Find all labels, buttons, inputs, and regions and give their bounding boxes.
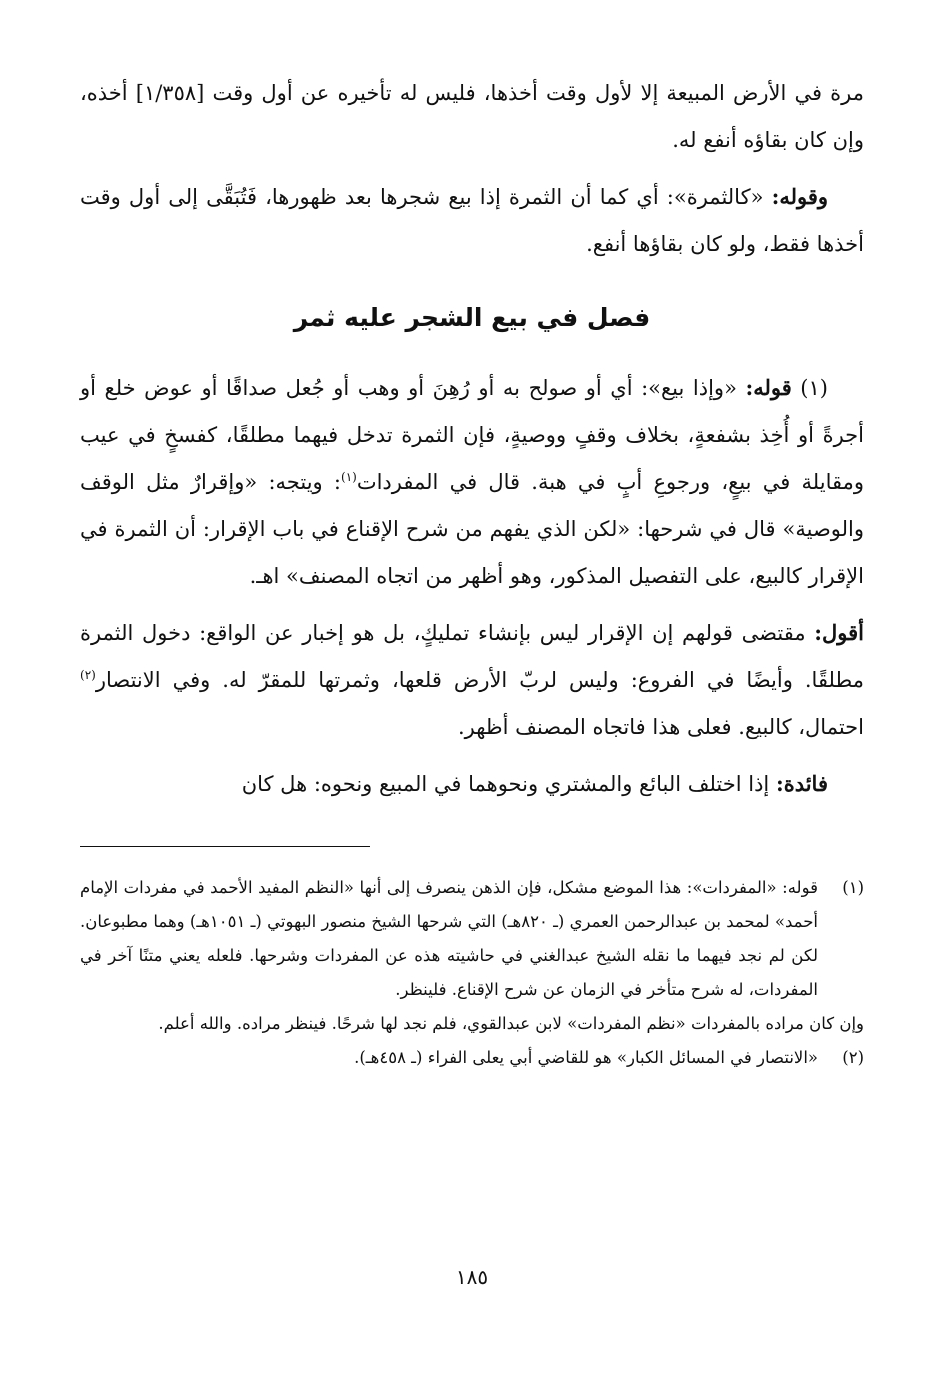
paragraph-commentary [80,609,864,751]
paragraph-label: وقوله: [771,184,828,209]
book-page [80,70,864,1370]
footnote [80,871,864,1041]
paragraph-label: فائدة: [775,771,828,796]
main-text [80,70,864,808]
footnote-number: (٢) [842,1048,864,1067]
footnote-ref: (١) [341,470,357,484]
footnote-body [80,871,864,1041]
footnote-body [80,1041,818,1075]
paragraph-label: أقول: [814,620,864,645]
paragraph-text: مرة في الأرض المبيعة إلا لأول وقت أخذها، فليس له تأخيره عن أول وقت [١/٣٥٨] أخذه، وإن كان بقاؤه أنفع له. [80,81,864,152]
paragraph-commentary [80,364,864,600]
paragraph-continuation [80,70,864,164]
paragraph-text: : ويتجه: «وإقرارٌ مثل الوقف والوصية» قال في شرحها: «لكن الذي يفهم من شرح الإقناع في باب الإقرار: أن الثمرة في الإقرار كالبيع، على التفصيل المذكور، وهو أظهر من اتجاه المصنف» اهـ. [80,470,864,588]
paragraph-text: «وإذا بيع»: أي أو صولح به أو رُهِنَ أو وهب أو جُعل صداقًا أو عوض خلع أو أجرةً أو أُخِذ بشفعةٍ، بخلاف وقفٍ ووصيةٍ، فإن الثمرة تدخل فيهما مطلقًا، كفسخٍ في عيب ومقايلة في بيعٍ، ورجوعِ أبٍ في هبة. قال في المفردات [80,376,864,494]
paragraph-text: «كالثمرة»: أي كما أن الثمرة إذا بيع شجرها بعد ظهورها، فَتُبَقَّى إلى أول وقت أخذها فقط، ولو كان بقاؤها أنفع. [80,185,864,256]
footnote [80,1041,864,1075]
footnote-ref: (٢) [80,668,96,682]
footnote-divider [80,846,370,847]
section-heading: فصل في بيع الشجر عليه ثمر [293,303,651,332]
paragraph-commentary [80,760,864,808]
page-number: ١٨٥ [455,1265,489,1289]
paragraph-commentary [80,173,864,268]
footnote-number: (١) [842,878,864,897]
footnote-text: «الانتصار في المسائل الكبار» هو للقاضي أبي يعلى الفراء (ـ ٤٥٨هـ). [354,1048,818,1067]
footnote-continuation: وإن كان مراده بالمفردات «نظم المفردات» لابن عبدالقوي، فلم نجد لها شرحًا. فينظر مراده. والله أعلم. [158,1014,864,1033]
paragraph-text: مقتضى قولهم إن الإقرار ليس بإنشاء تمليكٍ، بل هو إخبار عن الواقع: دخول الثمرة مطلقًا. وأيضًا في الفروع: وليس لربّ الأرض قلعها، وثمرتها للمقرّ له. وفي الانتصار [80,621,864,692]
footnote-text: قوله: «المفردات»: هذا الموضع مشكل، فإن الذهن ينصرف إلى أنها «النظم المفيد الأحمد في مفردات الإمام أحمد» لمحمد بن عبدالرحمن العمري (ـ ٨٢٠هـ) التي شرحها الشيخ منصور البهوتي (ـ ١٠٥١هـ) وهما مطبوعان. لكن لم نجد فيهما ما نقله الشيخ عبدالغني في حاشيته هذه عن المفردات وشرحها. فلعله يعني متنًا آخر في المفردات، له شرح متأخر في الزمان عن شرح الإقناع. فلينظر. [80,878,818,999]
paragraph-number: (١) [791,376,828,400]
paragraph-text: إذا اختلف البائع والمشتري ونحوهما في المبيع ونحوه: هل كان [241,772,776,796]
footnotes [80,871,864,1075]
paragraph-label: قوله: [745,375,792,400]
paragraph-text: احتمال، كالبيع. فعلى هذا فاتجاه المصنف أظهر. [457,715,864,739]
